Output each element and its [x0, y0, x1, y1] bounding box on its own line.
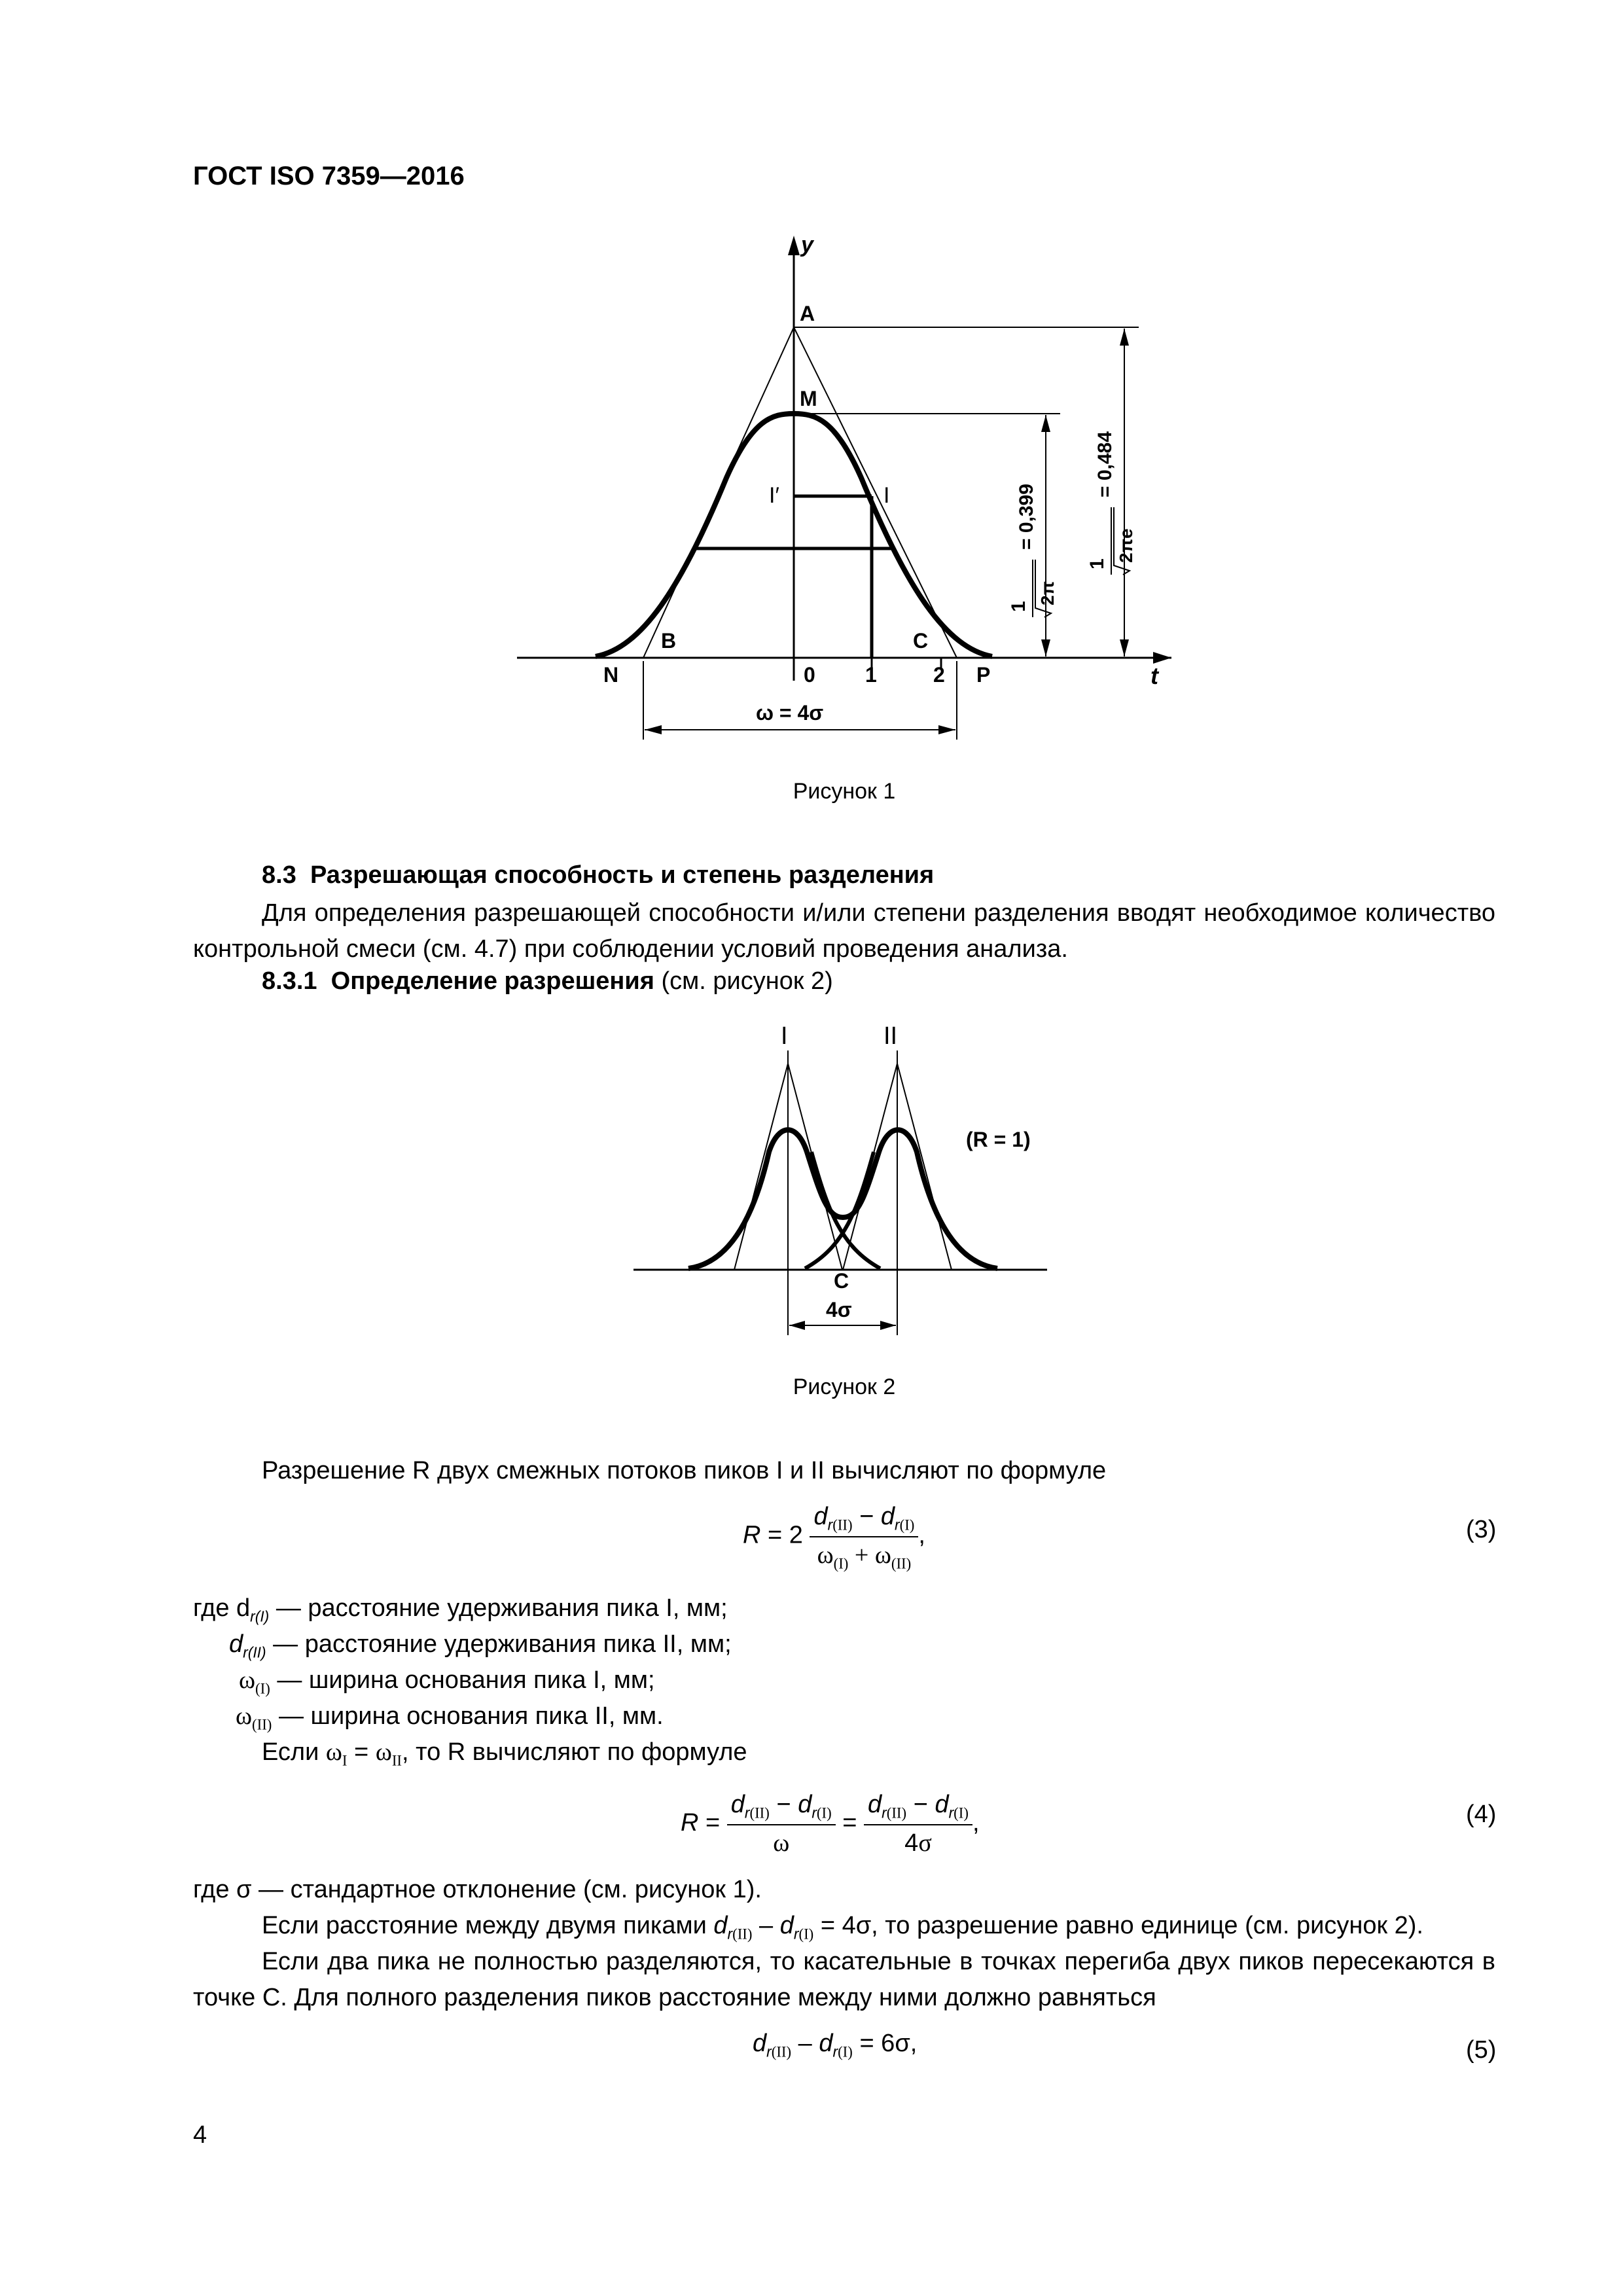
section-8-3-number: 8.3 — [262, 861, 296, 889]
section-8-3-title: Разрешающая способность и степень разделения — [310, 861, 935, 889]
label-y: y — [801, 232, 813, 257]
label-B: B — [661, 629, 677, 653]
dim-label-0399 — [1008, 484, 1058, 617]
dist-text-a: Если расстояние между двумя пиками — [262, 1912, 707, 1939]
if-omega-equal: Если $\omega_I = \omega_{II}$, то R вычисляют по формуле — [262, 1738, 747, 1769]
label-M: M — [800, 387, 817, 410]
equation-5-number: (5) — [1466, 2036, 1497, 2064]
dim-arrow-top-1 — [1041, 415, 1050, 432]
label-I: I — [883, 483, 890, 508]
figure-1-caption: Рисунок 1 — [793, 779, 896, 804]
y-axis-arrow — [788, 236, 800, 255]
dim1-numerator: 1 — [1008, 601, 1029, 612]
dim-arrow-bottom-2 — [1120, 639, 1129, 656]
section-8-3-text: Для определения разрешающей способности и/или степени разделения вводят необходимое количество контрольной смеси (см. 4.7) при соблюдении условий проведения анализа. — [193, 899, 1495, 963]
where1-sub: r(I) — [250, 1607, 270, 1625]
dim1-value: = 0,399 — [1016, 484, 1037, 550]
dim2-numerator: 1 — [1086, 558, 1108, 569]
label-2: 2 — [933, 663, 945, 687]
label-C: C — [913, 629, 929, 653]
four-sigma-arrow-left — [789, 1321, 805, 1330]
where1-prefix: где d — [193, 1594, 251, 1622]
where3-text: — ширина основания пика I, мм; — [270, 1666, 655, 1694]
envelope-curve — [688, 1130, 997, 1268]
label-1: 1 — [865, 663, 877, 687]
four-sigma-arrow-right — [880, 1321, 896, 1330]
resolution-intro: Разрешение R двух смежных потоков пиков I и II вычисляют по формуле — [262, 1457, 1107, 1484]
label-t: t — [1150, 662, 1158, 689]
eq4-fraction-2 — [864, 1787, 972, 1861]
eq5-rhs: = 6σ, — [859, 2030, 918, 2057]
label-four-sigma: 4σ — [826, 1298, 852, 1321]
where4-text: — ширина основания пика II, мм. — [272, 1702, 664, 1730]
where-omega-II: $\omega_{(II)}$ — ширина основания пика II, мм. — [236, 1702, 664, 1733]
where1-text: — расстояние удерживания пика I, мм; — [269, 1594, 728, 1622]
label-peak-I: I — [781, 1022, 788, 1050]
eq4-denominator-1: ω — [773, 1829, 790, 1857]
label-omega: ω = 4σ — [756, 701, 824, 725]
label-R-equals-1: (R = 1) — [966, 1128, 1031, 1151]
where-d-r-II: $d_{r(II)}$ — расстояние удерживания пика II, мм; — [229, 1630, 732, 1661]
where2-sub: r(II) — [243, 1643, 266, 1661]
where2-text: — расстояние удерживания пика II, мм; — [266, 1630, 732, 1658]
inflection-paragraph: Если два пика не полностью разделяются, то касательные в точках перегиба двух пиков пересекаются в точке С. Для полного разделения пиков расстояние между ними должно равняться — [193, 1948, 1495, 2012]
label-peak-II: II — [883, 1022, 898, 1050]
eq4-numerator-1: $d_{r(II)} - d_{r(I)}$ — [727, 1787, 836, 1825]
section-8-3-1-heading — [193, 963, 1495, 999]
equation-5: $d_{r(II)} - d_{r(I)} = 6\sigma$, — [753, 2030, 918, 2060]
dim-arrow-bottom-1 — [1041, 639, 1050, 656]
page-number: 4 — [193, 2121, 207, 2149]
dim1-root: 2π — [1037, 581, 1058, 605]
label-0: 0 — [804, 663, 815, 687]
equation-4-number: (4) — [1466, 1801, 1497, 1828]
equation-3: R = 2 $\frac{d_{r(II)} - d_{r(I)}}{\omega_{(I)} + \omega_{(II)}}$ , — [743, 1499, 925, 1574]
label-C-fig2: C — [834, 1269, 849, 1293]
section-8-3-1-title: Определение разрешения — [330, 967, 654, 995]
section-8-3-1-ref: (см. рисунок 2) — [661, 967, 833, 995]
distance-four-sigma: Если расстояние между двумя пиками $d_{r(II)} - d_{r(I)} = 4\sigma$, то разрешение равно единице (см. рисунок 2). — [262, 1912, 1423, 1943]
dim2-root: 2πe — [1116, 528, 1136, 563]
section-8-3-heading — [193, 857, 1495, 893]
eq3-fraction — [810, 1499, 918, 1574]
eq3-numerator: $d_{r(II)} - d_{r(I)}$ — [810, 1499, 918, 1537]
label-A: A — [800, 302, 815, 325]
equation-3-number: (3) — [1466, 1516, 1497, 1543]
dim2-value: = 0,484 — [1094, 431, 1116, 497]
dim-arrow-top-2 — [1120, 329, 1129, 346]
where-d-r-I — [193, 1590, 728, 1628]
omega-arrow-right — [938, 725, 955, 734]
sigma-definition: где σ — стандартное отклонение (см. рисунок 1). — [193, 1876, 762, 1903]
dist-text-b: = 4σ, то разрешение равно единице (см. рисунок 2). — [820, 1912, 1423, 1939]
section-8-3-1-number: 8.3.1 — [262, 967, 317, 995]
omega-arrow-left — [645, 725, 662, 734]
where-omega-I: $\omega_{(I)}$ — ширина основания пика I, мм; — [239, 1666, 655, 1697]
label-N: N — [603, 663, 619, 687]
tangent-right — [794, 327, 957, 658]
dim-label-0484 — [1086, 431, 1136, 575]
eq4-numerator-2: $d_{r(II)} - d_{r(I)}$ — [864, 1787, 972, 1825]
document-header: ГОСТ ISO 7359—2016 — [193, 162, 465, 190]
figure-1-diagram — [510, 223, 1178, 779]
eq4-denominator-2: 4σ — [904, 1829, 932, 1857]
equation-4: R = $\frac{d_{r(II)} - d_{r(I)}}{\omega}$ = $\frac{d_{r(II)} - d_{r(I)}}{4\sigma}$ , — [681, 1787, 980, 1861]
figure-2-caption: Рисунок 2 — [793, 1374, 896, 1399]
figure-2-diagram — [628, 1018, 1060, 1358]
label-P: P — [976, 663, 991, 687]
eq3-denominator: $\omega_{(I)} + \omega_{(II)}$ — [817, 1541, 912, 1572]
eq4-fraction-1 — [727, 1787, 836, 1861]
if-equal-text: то R вычисляют по формуле — [416, 1738, 747, 1766]
label-I-prime: I′ — [769, 483, 779, 508]
